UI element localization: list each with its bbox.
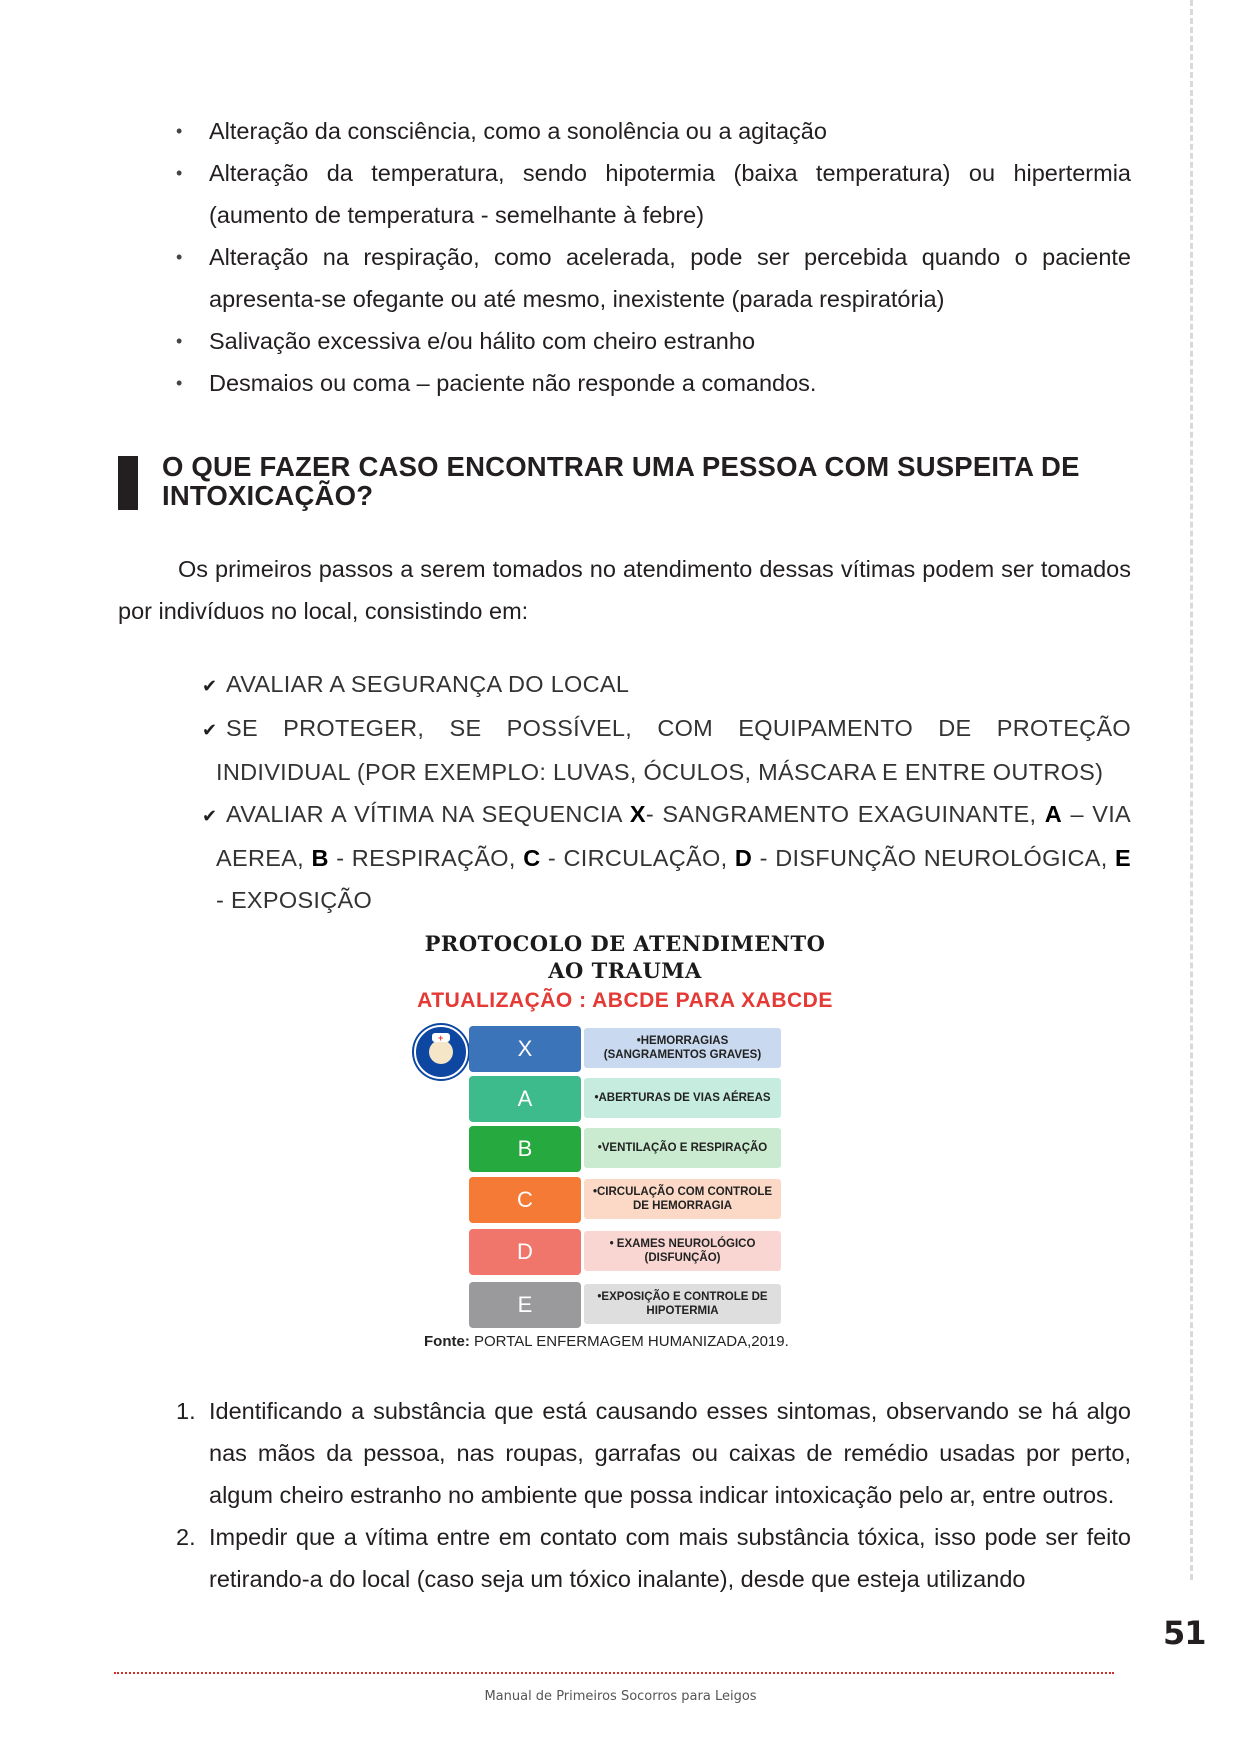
protocol-description: •HEMORRAGIAS (SANGRAMENTOS GRAVES) — [584, 1028, 781, 1068]
check-icon: ✔ — [202, 806, 218, 826]
footer-rule — [114, 1672, 1114, 1674]
protocol-row-e — [469, 1282, 781, 1328]
check-icon: ✔ — [202, 720, 218, 740]
section-heading — [118, 452, 1133, 510]
protocol-letter: X — [469, 1026, 581, 1072]
section-heading-text: O QUE FAZER CASO ENCONTRAR UMA PESSOA COM SUSPEITA DE INTOXICAÇÃO? — [162, 451, 1080, 511]
checklist-item: ✔ SE PROTEGER, SE POSSÍVEL, COM EQUIPAMENTO DE PROTEÇÃO INDIVIDUAL (POR EXEMPLO: LUVAS, ÓCULOS, MÁSCARA E ENTRE OUTROS) — [188, 707, 1131, 793]
protocol-description: •ABERTURAS DE VIAS AÉREAS — [584, 1078, 781, 1118]
figure-title-line1: PROTOCOLO DE ATENDIMENTO — [424, 931, 826, 956]
page-number: 51 — [1163, 1614, 1206, 1652]
bullet-marker: • — [176, 373, 183, 393]
step-number: 1. — [176, 1398, 196, 1424]
protocol-description: • EXAMES NEUROLÓGICO (DISFUNÇÃO) — [584, 1231, 781, 1271]
protocol-letter: B — [469, 1126, 581, 1172]
symptom-list — [176, 110, 1131, 404]
list-item: • Desmaios ou coma – paciente não responde a comandos. — [176, 362, 1131, 404]
protocol-description: •EXPOSIÇÃO E CONTROLE DE HIPOTERMIA — [584, 1284, 781, 1324]
check-icon: ✔ — [202, 676, 218, 696]
step-number: 2. — [176, 1524, 196, 1550]
nurse-logo-icon: + — [414, 1025, 468, 1079]
protocol-row-b — [469, 1126, 781, 1172]
checklist-item: ✔ AVALIAR A SEGURANÇA DO LOCAL — [188, 663, 1131, 707]
protocol-letter: A — [469, 1076, 581, 1122]
protocol-row-x — [469, 1026, 781, 1072]
xabcde-protocol-figure — [414, 929, 836, 1331]
bullet-marker: • — [176, 121, 183, 141]
protocol-row-a — [469, 1076, 781, 1122]
checklist-item: ✔ AVALIAR A VÍTIMA NA SEQUENCIA X- SANGRAMENTO EXAGUINANTE, A – VIA AEREA, B - RESPIRAÇÃO, C - CIRCULAÇÃO, D - DISFUNÇÃO NEUROLÓGICA, E - EXPOSIÇÃO — [188, 793, 1131, 921]
bullet-marker: • — [176, 247, 183, 267]
intro-paragraph: Os primeiros passos a serem tomados no atendimento dessas vítimas podem ser tomados por indivíduos no local, consistindo em: — [118, 556, 1131, 624]
list-item: 1. Identificando a substância que está causando esses sintomas, observando se há algo nas mãos da pessoa, nas roupas, garrafas ou caixas de remédio usadas por perto, algum cheiro estranho no ambiente que possa indicar intoxicação pelo ar, entre outros. — [176, 1390, 1131, 1516]
protocol-letter: E — [469, 1282, 581, 1328]
steps-list — [176, 1390, 1131, 1600]
list-item: • Alteração da consciência, como a sonolência ou a agitação — [176, 110, 1131, 152]
figure-source: Fonte: PORTAL ENFERMAGEM HUMANIZADA,2019. — [424, 1333, 789, 1350]
figure-title-line2: AO TRAUMA — [548, 958, 702, 983]
figure-subtitle: ATUALIZAÇÃO : ABCDE PARA XABCDE — [417, 989, 833, 1012]
protocol-letter: D — [469, 1229, 581, 1275]
bullet-marker: • — [176, 331, 183, 351]
right-margin-rule — [1190, 0, 1193, 1580]
protocol-description: •CIRCULAÇÃO COM CONTROLE DE HEMORRAGIA — [584, 1179, 781, 1219]
checklist — [188, 663, 1131, 921]
heading-bar — [118, 456, 138, 510]
protocol-description: •VENTILAÇÃO E RESPIRAÇÃO — [584, 1128, 781, 1168]
bullet-marker: • — [176, 163, 183, 183]
protocol-letter: C — [469, 1177, 581, 1223]
list-item: • Alteração na respiração, como acelerada, pode ser percebida quando o paciente apresenta-se ofegante ou até mesmo, inexistente (parada respiratória) — [176, 236, 1131, 320]
list-item: 2. Impedir que a vítima entre em contato com mais substância tóxica, isso pode ser feito retirando-a do local (caso seja um tóxico inalante), desde que esteja utilizando — [176, 1516, 1131, 1600]
protocol-row-c — [469, 1177, 781, 1223]
list-item: • Alteração da temperatura, sendo hipotermia (baixa temperatura) ou hipertermia (aumento de temperatura - semelhante à febre) — [176, 152, 1131, 236]
footer-title: Manual de Primeiros Socorros para Leigos — [484, 1689, 757, 1704]
protocol-row-d — [469, 1229, 781, 1275]
list-item: • Salivação excessiva e/ou hálito com cheiro estranho — [176, 320, 1131, 362]
